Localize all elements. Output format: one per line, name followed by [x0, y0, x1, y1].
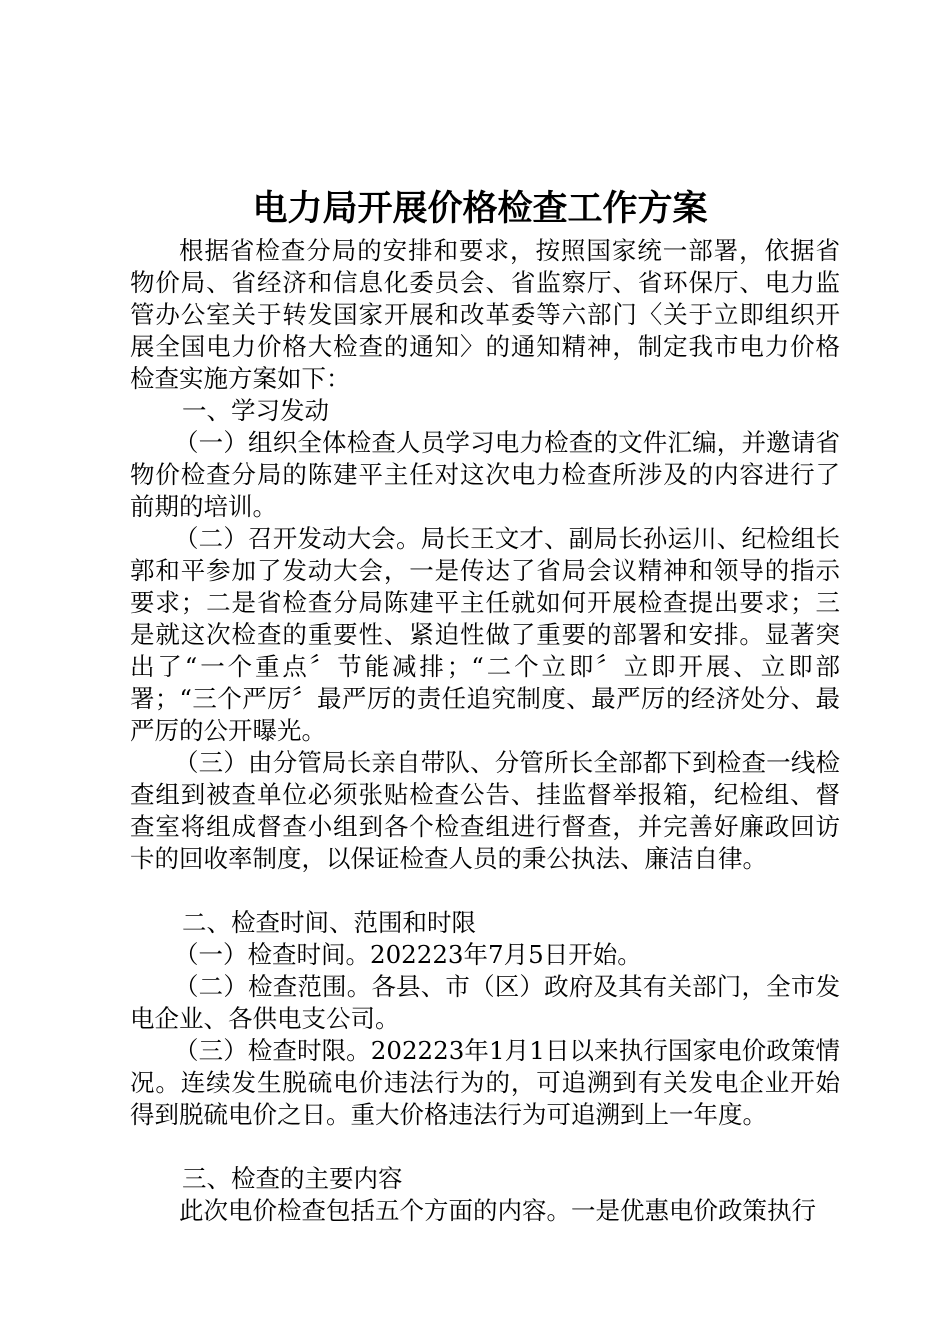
section-1-item-2: （二）召开发动大会。局长王文才、副局长孙运川、纪检组长郭和平参加了发动大会，一是传达了省局会议精神和领导的指示要求；二是省检查分局陈建平主任就如何开展检查提出要求；三是就这次检查的重要性、紧迫性做了重要的部署和安排。显著突出了“一个重点〞节能减排；“二个立即〞立即开展、立即部署；“三个严厉〞最严厉的责任追究制度、最严厉的经济处分、最严厉的公开曝光。 — [130, 524, 840, 745]
section-1-item-3: （三）由分管局长亲自带队、分管所长全部都下到检查一线检查组到被查单位必须张贴检查公告、挂监督举报箱，纪检组、督查室将组成督查小组到各个检查组进行督查，并完善好廉政回访卡的回收率制度，以保证检查人员的秉公执法、廉洁自律。 — [130, 748, 840, 873]
section-1-item-1: （一）组织全体检查人员学习电力检查的文件汇编，并邀请省物价检查分局的陈建平主任对这次电力检查所涉及的内容进行了前期的培训。 — [130, 428, 840, 521]
section-heading-2: 二、检查时间、范围和时限 — [182, 908, 476, 937]
section-heading-3: 三、检查的主要内容 — [182, 1164, 403, 1193]
section-2-item-3: （三）检查时限。202223年1月1日以来执行国家电价政策情况。连续发生脱硫电价违法行为的，可追溯到有关发电企业开始得到脱硫电价之日。重大价格违法行为可追溯到上一年度。 — [130, 1036, 840, 1129]
intro-paragraph: 根据省检查分局的安排和要求，按照国家统一部署，依据省物价局、省经济和信息化委员会、省监察厅、省环保厅、电力监管办公室关于转发国家开展和改革委等六部门〈关于立即组织开展全国电力价格大检查的通知〉的通知精神，制定我市电力价格检查实施方案如下： — [130, 236, 840, 393]
section-3-paragraph: 此次电价检查包括五个方面的内容。一是优惠电价政策执行 — [179, 1196, 816, 1225]
document-title: 电力局开展价格检查工作方案 — [252, 188, 708, 229]
section-2-item-2: （二）检查范围。各县、市（区）政府及其有关部门，全市发电企业、各供电支公司。 — [130, 972, 840, 1033]
section-2-item-1: （一）检查时间。202223年7月5日开始。 — [174, 940, 642, 969]
document-body — [130, 235, 840, 1227]
section-heading-1: 一、学习发动 — [182, 396, 329, 425]
